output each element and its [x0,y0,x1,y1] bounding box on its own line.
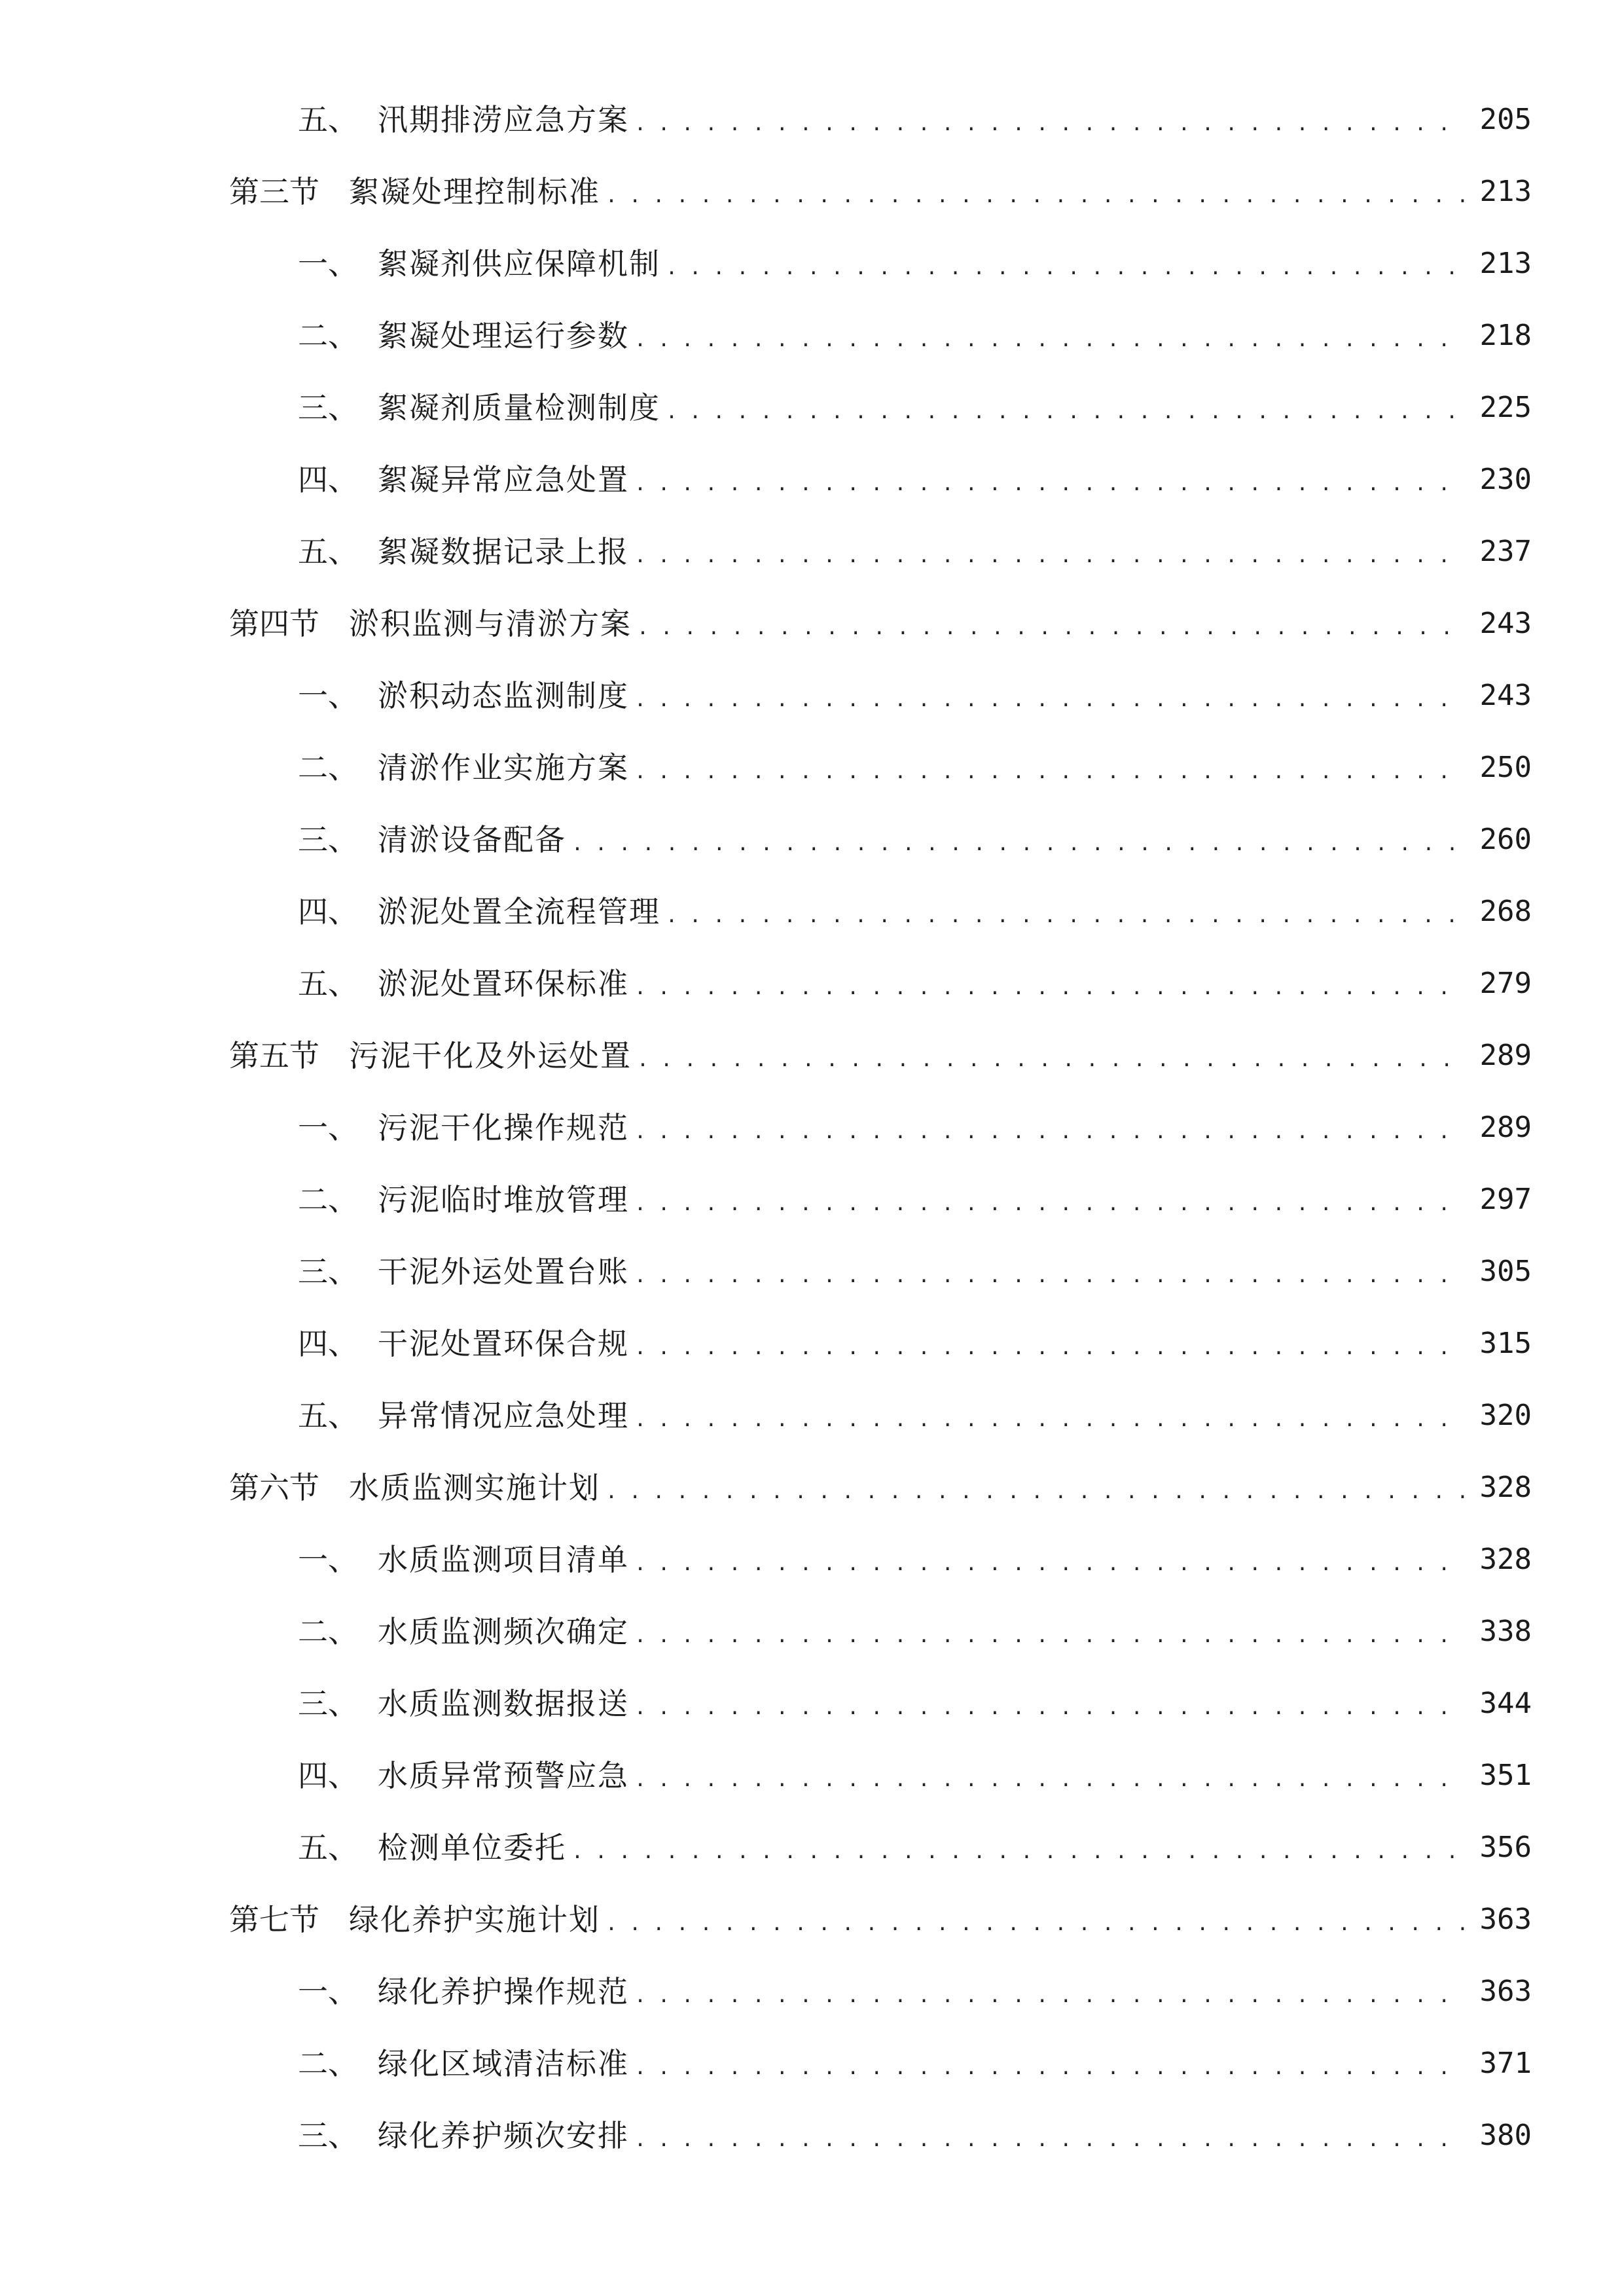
toc-page-number: 250 [1479,751,1532,784]
toc-entry-number: 四、 [298,1758,358,1793]
toc-entry[interactable] [298,889,1532,935]
toc-page-number: 289 [1479,1039,1532,1072]
toc-section-number: 第五节 [229,1038,319,1073]
toc-page-number: 380 [1479,2119,1532,2152]
toc-page-number: 205 [1479,103,1532,136]
toc-entry-title: 检测单位委托 [378,1830,566,1865]
toc-entry-title: 淤泥处置环保标准 [378,966,629,1001]
toc-entry-number: 三、 [298,1254,358,1289]
toc-page-number: 356 [1479,1831,1532,1864]
toc-entry-number: 二、 [298,1614,358,1649]
toc-entry[interactable] [298,1105,1532,1151]
toc-page-number: 305 [1479,1255,1532,1288]
toc-entry-number: 一、 [298,678,358,713]
toc-entry[interactable] [298,1681,1532,1727]
toc-page-number: 230 [1479,463,1532,496]
toc-entry-title: 絮凝剂质量检测制度 [378,390,660,425]
toc-dot-leader [634,1969,1466,2015]
toc-page-number: 225 [1479,391,1532,424]
toc-entry[interactable] [298,2113,1532,2159]
toc-dot-leader [634,2113,1466,2159]
toc-entry-title: 绿化养护操作规范 [378,1974,629,2009]
toc-entry[interactable] [298,961,1532,1007]
toc-entry-number: 二、 [298,750,358,785]
toc-section-number: 第四节 [229,606,319,641]
toc-dot-leader [634,961,1466,1007]
toc-entry[interactable] [298,1609,1532,1655]
toc-entry[interactable] [298,241,1532,287]
toc-page-number: 279 [1479,967,1532,1000]
toc-entry[interactable] [298,1969,1532,2015]
toc-page-number: 328 [1479,1543,1532,1576]
toc-entry[interactable] [298,385,1532,431]
toc-entry-number: 一、 [298,1110,358,1145]
toc-entry-number: 五、 [298,966,358,1001]
toc-section-entry[interactable] [229,1033,1532,1079]
toc-page-number: 218 [1479,319,1532,352]
toc-entry-number: 五、 [298,1398,358,1433]
toc-page-number: 344 [1479,1687,1532,1720]
toc-entry-title: 干泥处置环保合规 [378,1326,629,1361]
toc-entry-title: 水质异常预警应急 [378,1758,629,1793]
toc-entry-title: 绿化养护频次安排 [378,2118,629,2153]
toc-entry-number: 五、 [298,534,358,569]
toc-entry-title: 淤积动态监测制度 [378,678,629,713]
toc-entry-number: 二、 [298,1182,358,1217]
toc-dot-leader [634,1321,1466,1367]
toc-section-title: 絮凝处理控制标准 [349,174,600,209]
toc-entry-title: 絮凝处理运行参数 [378,318,629,353]
toc-dot-leader [634,1105,1466,1151]
toc-section-entry[interactable] [229,1465,1532,1511]
toc-dot-leader [634,1681,1466,1727]
toc-page-number: 363 [1479,1903,1532,1936]
toc-entry-title: 水质监测项目清单 [378,1542,629,1577]
toc-entry-title: 绿化区域清洁标准 [378,2046,629,2081]
toc-dot-leader [634,1249,1466,1295]
toc-entry[interactable] [298,1249,1532,1295]
toc-dot-leader [605,1897,1466,1943]
toc-dot-leader [634,673,1466,719]
toc-dot-leader [605,169,1466,215]
toc-entry-number: 三、 [298,390,358,425]
toc-entry[interactable] [298,1537,1532,1583]
toc-dot-leader [666,385,1466,431]
toc-page-number: 297 [1479,1183,1532,1216]
toc-entry[interactable] [298,1753,1532,1799]
toc-page-number: 338 [1479,1615,1532,1648]
toc-section-entry[interactable] [229,1897,1532,1943]
toc-entry-number: 二、 [298,2046,358,2081]
toc-dot-leader [634,313,1466,359]
toc-entry-title: 清淤设备配备 [378,822,566,857]
toc-page-number: 260 [1479,823,1532,856]
toc-dot-leader [666,889,1466,935]
toc-entry-number: 三、 [298,822,358,857]
toc-entry-number: 五、 [298,102,358,137]
toc-entry[interactable] [298,2041,1532,2087]
toc-dot-leader [634,1393,1466,1439]
toc-dot-leader [605,1465,1466,1511]
toc-entry-number: 一、 [298,1974,358,2009]
toc-page-number: 213 [1479,247,1532,280]
toc-entry-title: 水质监测频次确定 [378,1614,629,1649]
toc-dot-leader [634,529,1466,575]
toc-entry-title: 淤泥处置全流程管理 [378,894,660,929]
toc-entry[interactable] [298,1393,1532,1439]
toc-entry[interactable] [298,673,1532,719]
toc-section-entry[interactable] [229,601,1532,647]
toc-section-title: 绿化养护实施计划 [349,1902,600,1937]
toc-entry-title: 水质监测数据报送 [378,1686,629,1721]
toc-entry-number: 一、 [298,246,358,281]
toc-section-title: 水质监测实施计划 [349,1470,600,1505]
toc-section-number: 第三节 [229,174,319,209]
toc-page-number: 289 [1479,1111,1532,1144]
toc-dot-leader [634,1753,1466,1799]
toc-dot-leader [571,1825,1466,1871]
toc-dot-leader [634,745,1466,791]
toc-dot-leader [637,1033,1466,1079]
toc-entry-title: 清淤作业实施方案 [378,750,629,785]
toc-page-number: 237 [1479,535,1532,568]
toc-entry-number: 四、 [298,462,358,497]
toc-entry-title: 干泥外运处置台账 [378,1254,629,1289]
toc-entry-number: 三、 [298,2118,358,2153]
toc-page-number: 315 [1479,1327,1532,1360]
toc-entry[interactable] [298,745,1532,791]
toc-entry-number: 四、 [298,1326,358,1361]
toc-entry[interactable] [298,457,1532,503]
toc-entry[interactable] [298,313,1532,359]
toc-page-number: 363 [1479,1975,1532,2008]
toc-dot-leader [634,457,1466,503]
toc-page-number: 243 [1479,607,1532,640]
toc-dot-leader [666,241,1466,287]
toc-page-number: 351 [1479,1759,1532,1792]
toc-page-number: 320 [1479,1399,1532,1432]
toc-entry[interactable] [298,1825,1532,1871]
toc-entry[interactable] [298,1177,1532,1223]
toc-dot-leader [634,1537,1466,1583]
toc-page-number: 243 [1479,679,1532,712]
toc-entry-title: 异常情况应急处理 [378,1398,629,1433]
toc-entry-number: 二、 [298,318,358,353]
toc-entry-number: 五、 [298,1830,358,1865]
toc-dot-leader [634,2041,1466,2087]
toc-entry-title: 污泥临时堆放管理 [378,1182,629,1217]
toc-entry-title: 絮凝剂供应保障机制 [378,246,660,281]
toc-entry-title: 絮凝异常应急处置 [378,462,629,497]
toc-section-number: 第六节 [229,1470,319,1505]
toc-entry[interactable] [298,817,1532,863]
toc-page-number: 213 [1479,175,1532,208]
toc-section-title: 淤积监测与清淤方案 [349,606,632,641]
toc-section-number: 第七节 [229,1902,319,1937]
toc-dot-leader [637,601,1466,647]
toc-page-number: 268 [1479,895,1532,928]
toc-entry[interactable] [298,97,1532,143]
toc-entry-title: 污泥干化操作规范 [378,1110,629,1145]
toc-page-number: 371 [1479,2047,1532,2080]
toc-entry-title: 絮凝数据记录上报 [378,534,629,569]
toc-entry[interactable] [298,1321,1532,1367]
toc-entry-number: 一、 [298,1542,358,1577]
toc-dot-leader [634,1177,1466,1223]
toc-page-number: 328 [1479,1471,1532,1504]
toc-entry-number: 四、 [298,894,358,929]
toc-entry-number: 三、 [298,1686,358,1721]
toc-entry[interactable] [298,529,1532,575]
toc-dot-leader [634,1609,1466,1655]
toc-dot-leader [634,97,1466,143]
toc-section-entry[interactable] [229,169,1532,215]
toc-section-title: 污泥干化及外运处置 [349,1038,632,1073]
toc-dot-leader [571,817,1466,863]
toc-entry-title: 汛期排涝应急方案 [378,102,629,137]
